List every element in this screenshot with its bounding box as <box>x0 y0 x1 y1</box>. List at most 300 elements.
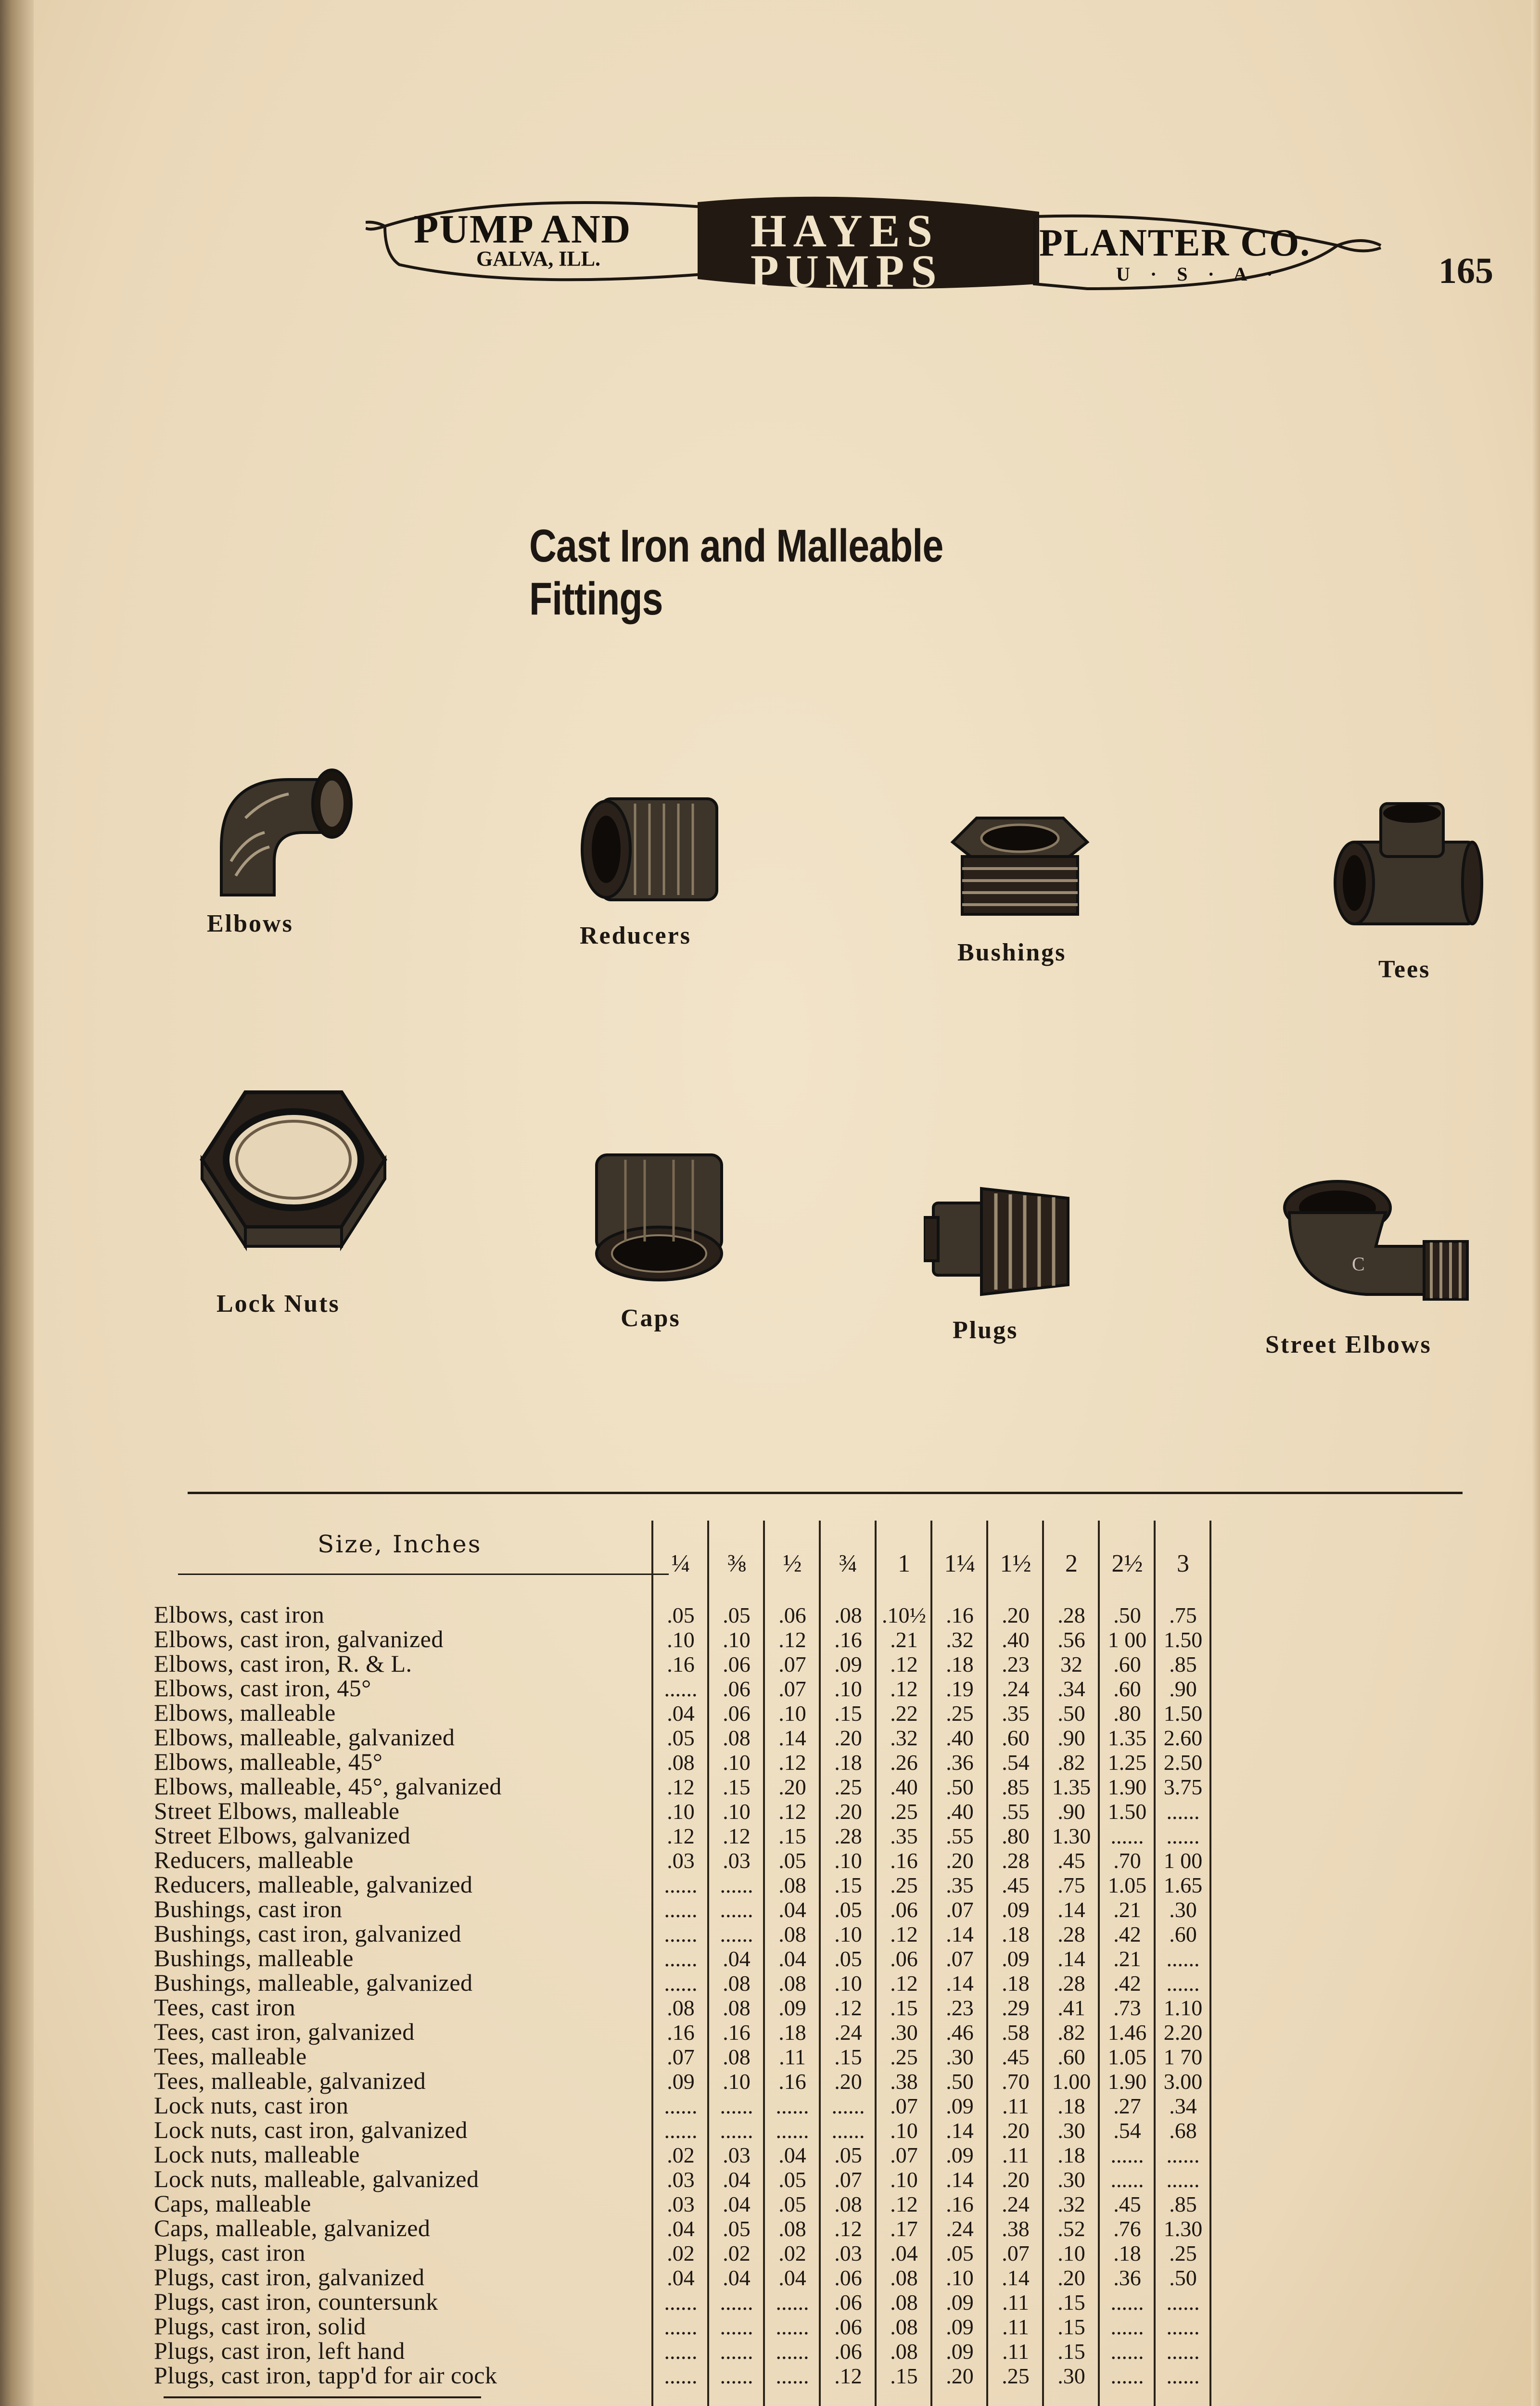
price-cell: ...... <box>776 2364 809 2388</box>
price-cell: 1.05 <box>1107 1873 1147 1897</box>
price-cell: .36 <box>1113 2265 1141 2290</box>
price-cell: .30 <box>946 2045 974 2069</box>
fitting-row-label: Tees, cast iron, galvanized <box>154 2018 415 2045</box>
price-cell: .25 <box>890 1873 918 1897</box>
price-cell: ...... <box>776 2290 809 2315</box>
price-cell: .11 <box>1002 2315 1029 2339</box>
fitting-label-bushings: Bushings <box>957 939 1067 966</box>
price-cell: .14 <box>946 1971 974 1996</box>
price-cell: .08 <box>834 2192 862 2216</box>
price-cell: .12 <box>834 2364 862 2388</box>
page-edge <box>1531 0 1540 2406</box>
price-cell: .15 <box>834 1873 862 1897</box>
size-column-header: ½ <box>783 1550 802 1577</box>
price-cell: .09 <box>1002 1946 1030 1971</box>
fitting-row-label: Bushings, cast iron <box>154 1895 343 1922</box>
price-cell: .15 <box>890 1996 918 2020</box>
price-cell: 1 00 <box>1107 1627 1147 1652</box>
price-cell: .15 <box>834 2045 862 2069</box>
price-cell: .30 <box>890 2020 918 2045</box>
price-cell: ...... <box>664 2118 698 2143</box>
price-cell: 1.50 <box>1107 1799 1147 1824</box>
price-cell: .18 <box>1002 1922 1030 1946</box>
price-cell: .04 <box>778 1897 806 1922</box>
price-cell: ...... <box>1166 1971 1200 1996</box>
price-table <box>154 1492 1463 2406</box>
banner-pump-and-text: PUMP AND <box>414 207 632 252</box>
price-cell: .40 <box>946 1799 974 1824</box>
price-cell: .73 <box>1113 1996 1141 2020</box>
price-cell: .35 <box>946 1873 974 1897</box>
price-cell: .50 <box>946 1775 974 1799</box>
price-cell: 1.90 <box>1107 2069 1147 2094</box>
plug-fitting-icon <box>924 1179 1082 1304</box>
fitting-row-label: Elbows, cast iron, R. & L. <box>154 1650 412 1677</box>
price-cell: .30 <box>1057 2364 1085 2388</box>
banner-usa-text: U · S · A · <box>1116 263 1281 285</box>
price-cell: .41 <box>1057 1996 1085 2020</box>
price-cell: .16 <box>667 1652 695 1677</box>
page-title: Cast Iron and Malleable Fittings <box>529 520 943 625</box>
price-cell: .05 <box>723 1603 751 1627</box>
price-cell: .80 <box>1002 1824 1030 1848</box>
price-cell: .18 <box>1002 1971 1030 1996</box>
price-cell: .08 <box>890 2290 918 2315</box>
size-column-header: ¾ <box>839 1550 858 1577</box>
price-cell: .12 <box>890 2192 918 2216</box>
price-cell: .05 <box>778 1848 806 1873</box>
price-cell: .06 <box>834 2339 862 2364</box>
price-cell: .04 <box>890 2241 918 2265</box>
price-cell: .18 <box>946 1652 974 1677</box>
price-cell: .04 <box>667 2216 695 2241</box>
price-cell: ...... <box>1166 1946 1200 1971</box>
price-cell: .70 <box>1113 1848 1141 1873</box>
price-cell: .06 <box>723 1701 751 1726</box>
price-cell: .40 <box>1002 1627 1030 1652</box>
price-cell: .17 <box>890 2216 918 2241</box>
price-cell: .20 <box>834 2069 862 2094</box>
fitting-row-label: Lock nuts, malleable, galvanized <box>154 2165 479 2192</box>
price-cell: .23 <box>946 1996 974 2020</box>
fitting-row-label: Plugs, cast iron, solid <box>154 2313 366 2340</box>
size-column-header: 2½ <box>1111 1550 1143 1577</box>
column-divider <box>1154 1521 1156 2406</box>
price-cell: .42 <box>1113 1922 1141 1946</box>
price-cell: .07 <box>1002 2241 1030 2265</box>
price-cell: ...... <box>664 1946 698 1971</box>
price-cell: ...... <box>1166 2143 1200 2167</box>
fitting-row-label: Elbows, malleable, 45°, galvanized <box>154 1773 502 1800</box>
price-cell: .75 <box>1057 1873 1085 1897</box>
price-cell: .16 <box>723 2020 751 2045</box>
price-cell: .54 <box>1113 2118 1141 2143</box>
price-cell: 1.50 <box>1163 1627 1203 1652</box>
fitting-row-label: Plugs, cast iron, galvanized <box>154 2264 425 2291</box>
price-cell: .40 <box>890 1775 918 1799</box>
fitting-row-label: Elbows, malleable <box>154 1699 336 1726</box>
price-cell: .10½ <box>882 1603 926 1627</box>
price-cell: ...... <box>720 1873 753 1897</box>
size-column-header: 1½ <box>1000 1550 1031 1577</box>
price-cell: .35 <box>890 1824 918 1848</box>
price-cell: ...... <box>1110 2364 1144 2388</box>
price-cell: .12 <box>778 1627 806 1652</box>
price-cell: ...... <box>831 2094 865 2118</box>
page-number: 165 <box>1438 251 1493 291</box>
price-cell: .09 <box>834 1652 862 1677</box>
price-cell: ...... <box>1110 2290 1144 2315</box>
price-cell: .08 <box>778 1971 806 1996</box>
price-cell: .16 <box>778 2069 806 2094</box>
column-divider <box>930 1521 932 2406</box>
fitting-row-label: Plugs, cast iron <box>154 2239 305 2266</box>
price-cell: .55 <box>1002 1799 1030 1824</box>
price-cell: .32 <box>946 1627 974 1652</box>
price-cell: .02 <box>667 2143 695 2167</box>
price-cell: 1 00 <box>1163 1848 1203 1873</box>
size-column-header: ¼ <box>671 1550 690 1577</box>
price-cell: .25 <box>1169 2241 1197 2265</box>
price-cell: .18 <box>1057 2094 1085 2118</box>
price-cell: .06 <box>890 1946 918 1971</box>
price-cell: .10 <box>834 1677 862 1701</box>
price-cell: .04 <box>778 1946 806 1971</box>
price-cell: .90 <box>1169 1677 1197 1701</box>
price-cell: .04 <box>667 1701 695 1726</box>
svg-text:C: C <box>1352 1253 1365 1275</box>
price-cell: .32 <box>1057 2192 1085 2216</box>
price-cell: .30 <box>1057 2167 1085 2192</box>
price-cell: 1.10 <box>1163 1996 1203 2020</box>
size-column-header: ⅜ <box>727 1550 746 1577</box>
price-cell: ...... <box>831 2118 865 2143</box>
price-cell: .35 <box>1002 1701 1030 1726</box>
price-cell: .38 <box>890 2069 918 2094</box>
price-cell: .06 <box>778 1603 806 1627</box>
price-cell: .55 <box>946 1824 974 1848</box>
price-cell: .28 <box>1057 1971 1085 1996</box>
fitting-label-tees: Tees <box>1378 956 1431 983</box>
price-cell: ...... <box>1110 2315 1144 2339</box>
price-cell: .42 <box>1113 1971 1141 1996</box>
price-cell: .26 <box>890 1750 918 1775</box>
price-cell: .14 <box>1057 1897 1085 1922</box>
price-cell: .08 <box>667 1750 695 1775</box>
price-cell: .28 <box>1057 1922 1085 1946</box>
price-cell: .21 <box>890 1627 918 1652</box>
price-cell: .05 <box>667 1726 695 1750</box>
price-cell: ...... <box>664 1873 698 1897</box>
column-divider <box>819 1521 821 2406</box>
price-cell: .04 <box>723 2167 751 2192</box>
fitting-row-label: Elbows, malleable, 45° <box>154 1748 383 1775</box>
price-cell: .14 <box>946 1922 974 1946</box>
price-cell: 3.00 <box>1163 2069 1203 2094</box>
price-cell: .24 <box>834 2020 862 2045</box>
price-cell: .90 <box>1057 1726 1085 1750</box>
column-divider <box>875 1521 877 2406</box>
price-cell: .09 <box>946 2290 974 2315</box>
price-cell: .18 <box>1113 2241 1141 2265</box>
price-cell: .09 <box>667 2069 695 2094</box>
column-divider <box>986 1521 988 2406</box>
price-cell: .15 <box>834 1701 862 1726</box>
price-cell: .09 <box>778 1996 806 2020</box>
table-bottom-rule-left <box>164 2396 481 2398</box>
price-cell: .68 <box>1169 2118 1197 2143</box>
price-cell: .14 <box>778 1726 806 1750</box>
fitting-row-label: Plugs, cast iron, tapp'd for air cock <box>154 2362 497 2389</box>
price-cell: .08 <box>723 1726 751 1750</box>
price-cell: .03 <box>723 2143 751 2167</box>
price-cell: .21 <box>1113 1897 1141 1922</box>
fitting-row-label: Tees, malleable, galvanized <box>154 2067 426 2094</box>
price-cell: ...... <box>720 2118 753 2143</box>
price-cell: .85 <box>1169 1652 1197 1677</box>
price-cell: .15 <box>1057 2339 1085 2364</box>
price-cell: ...... <box>720 2290 753 2315</box>
price-cell: .45 <box>1057 1848 1085 1873</box>
price-cell: .03 <box>834 2241 862 2265</box>
bushing-fitting-icon <box>943 808 1097 924</box>
price-cell: ...... <box>776 2315 809 2339</box>
price-cell: .07 <box>890 2143 918 2167</box>
fitting-row-label: Tees, malleable <box>154 2043 307 2070</box>
column-divider <box>651 1521 653 2406</box>
price-cell: 1.46 <box>1107 2020 1147 2045</box>
price-cell: 3.75 <box>1163 1775 1203 1799</box>
fitting-row-label: Tees, cast iron <box>154 1994 296 2021</box>
column-divider <box>763 1521 765 2406</box>
company-banner <box>366 192 1386 303</box>
price-cell: .60 <box>1002 1726 1030 1750</box>
price-cell: .10 <box>890 2167 918 2192</box>
price-cell: ...... <box>720 1922 753 1946</box>
price-cell: .12 <box>890 1922 918 1946</box>
fitting-row-label: Caps, malleable, galvanized <box>154 2214 431 2241</box>
price-cell: .07 <box>667 2045 695 2069</box>
price-cell: .05 <box>834 1946 862 1971</box>
fitting-row-label: Plugs, cast iron, countersunk <box>154 2288 438 2315</box>
book-binding-shadow <box>0 0 34 2406</box>
price-cell: ...... <box>1110 1824 1144 1848</box>
price-cell: ...... <box>1166 1799 1200 1824</box>
price-cell: .05 <box>946 2241 974 2265</box>
price-cell: ...... <box>1110 2143 1144 2167</box>
price-cell: .05 <box>834 1897 862 1922</box>
price-cell: .40 <box>946 1726 974 1750</box>
price-cell: .18 <box>778 2020 806 2045</box>
price-cell: .08 <box>723 1996 751 2020</box>
price-cell: .02 <box>723 2241 751 2265</box>
price-cell: .07 <box>946 1946 974 1971</box>
price-cell: .10 <box>667 1799 695 1824</box>
price-cell: .12 <box>778 1750 806 1775</box>
fitting-row-label: Reducers, malleable, galvanized <box>154 1871 473 1898</box>
price-cell: .04 <box>667 2265 695 2290</box>
fitting-row-label: Bushings, malleable <box>154 1945 354 1971</box>
price-cell: .90 <box>1057 1799 1085 1824</box>
fitting-label-reducers: Reducers <box>580 922 691 949</box>
price-cell: .10 <box>667 1627 695 1652</box>
tee-fitting-icon <box>1328 799 1487 943</box>
price-cell: 1.35 <box>1107 1726 1147 1750</box>
price-cell: .05 <box>778 2167 806 2192</box>
price-cell: .07 <box>778 1652 806 1677</box>
price-cell: .76 <box>1113 2216 1141 2241</box>
price-cell: .10 <box>946 2265 974 2290</box>
price-cell: .25 <box>834 1775 862 1799</box>
price-cell: .09 <box>1002 1897 1030 1922</box>
price-cell: ...... <box>720 2315 753 2339</box>
price-cell: .18 <box>834 1750 862 1775</box>
price-cell: .20 <box>946 1848 974 1873</box>
size-column-header: 1¼ <box>944 1550 976 1577</box>
price-cell: .07 <box>778 1677 806 1701</box>
price-cell: .75 <box>1169 1603 1197 1627</box>
price-cell: .06 <box>834 2315 862 2339</box>
price-cell: .08 <box>778 1922 806 1946</box>
cap-fitting-icon <box>582 1145 736 1285</box>
price-cell: .09 <box>946 2143 974 2167</box>
price-cell: .16 <box>946 2192 974 2216</box>
price-cell: ...... <box>1166 1824 1200 1848</box>
price-cell: .05 <box>667 1603 695 1627</box>
price-cell: .04 <box>723 1946 751 1971</box>
price-cell: .15 <box>723 1775 751 1799</box>
price-cell: ...... <box>776 2339 809 2364</box>
price-cell: 1.30 <box>1052 1824 1091 1848</box>
price-cell: .18 <box>1057 2143 1085 2167</box>
price-cell: .29 <box>1002 1996 1030 2020</box>
price-cell: .05 <box>723 2216 751 2241</box>
price-cell: .60 <box>1169 1922 1197 1946</box>
size-column-header: 3 <box>1177 1550 1189 1577</box>
banner-planter-text: PLANTER CO. <box>1039 222 1311 264</box>
price-cell: .20 <box>946 2364 974 2388</box>
fitting-row-label: Elbows, cast iron, galvanized <box>154 1625 444 1652</box>
price-cell: ...... <box>664 2315 698 2339</box>
price-cell: ...... <box>720 1897 753 1922</box>
price-cell: ...... <box>720 2094 753 2118</box>
fitting-row-label: Bushings, cast iron, galvanized <box>154 1920 461 1947</box>
fitting-row-label: Elbows, cast iron, 45° <box>154 1675 371 1702</box>
price-cell: .10 <box>834 1922 862 1946</box>
price-cell: .21 <box>1113 1946 1141 1971</box>
price-cell: .07 <box>890 2094 918 2118</box>
price-cell: .14 <box>1057 1946 1085 1971</box>
price-cell: .08 <box>723 1971 751 1996</box>
price-cell: .07 <box>946 1897 974 1922</box>
price-cell: 1.00 <box>1052 2069 1091 2094</box>
fitting-row-label: Street Elbows, malleable <box>154 1797 400 1824</box>
fitting-row-label: Lock nuts, cast iron <box>154 2092 349 2119</box>
price-cell: ...... <box>776 2094 809 2118</box>
price-cell: .20 <box>1057 2265 1085 2290</box>
price-cell: .34 <box>1057 1677 1085 1701</box>
price-cell: .30 <box>1057 2118 1085 2143</box>
price-cell: .11 <box>779 2045 806 2069</box>
price-cell: .22 <box>890 1701 918 1726</box>
price-cell: .15 <box>890 2364 918 2388</box>
fitting-row-label: Caps, malleable <box>154 2190 311 2217</box>
price-cell: .50 <box>1169 2265 1197 2290</box>
price-cell: .46 <box>946 2020 974 2045</box>
price-cell: .14 <box>1002 2265 1030 2290</box>
price-cell: 1.90 <box>1107 1775 1147 1799</box>
price-cell: .06 <box>890 1897 918 1922</box>
fitting-row-label: Street Elbows, galvanized <box>154 1822 411 1849</box>
price-cell: .16 <box>890 1848 918 1873</box>
column-divider <box>1042 1521 1044 2406</box>
size-heading: Size, Inches <box>318 1530 482 1558</box>
price-cell: ...... <box>1166 2290 1200 2315</box>
fitting-label-caps: Caps <box>621 1305 681 1332</box>
price-cell: .28 <box>834 1824 862 1848</box>
price-cell: .12 <box>667 1775 695 1799</box>
price-cell: .80 <box>1113 1701 1141 1726</box>
price-cell: .04 <box>723 2265 751 2290</box>
price-cell: ...... <box>664 2290 698 2315</box>
price-cell: .19 <box>946 1677 974 1701</box>
price-cell: .82 <box>1057 2020 1085 2045</box>
price-cell: ...... <box>664 1897 698 1922</box>
price-cell: .16 <box>834 1627 862 1652</box>
price-cell: .03 <box>667 1848 695 1873</box>
price-cell: 1.30 <box>1163 2216 1203 2241</box>
price-cell: .16 <box>946 1603 974 1627</box>
price-cell: ...... <box>664 1971 698 1996</box>
price-cell: .09 <box>946 2315 974 2339</box>
banner-location-text: GALVA, ILL. <box>476 247 601 270</box>
price-cell: .24 <box>1002 1677 1030 1701</box>
price-cell: .34 <box>1169 2094 1197 2118</box>
price-cell: .52 <box>1057 2216 1085 2241</box>
price-cell: .20 <box>1002 2167 1030 2192</box>
price-cell: 1.25 <box>1107 1750 1147 1775</box>
price-cell: .12 <box>834 1996 862 2020</box>
table-top-rule <box>188 1492 1463 1494</box>
price-cell: .30 <box>1169 1897 1197 1922</box>
price-cell: .09 <box>946 2094 974 2118</box>
price-cell: .11 <box>1002 2094 1029 2118</box>
price-cell: .50 <box>1113 1603 1141 1627</box>
price-cell: ...... <box>776 2118 809 2143</box>
fitting-row-label: Plugs, cast iron, left hand <box>154 2337 405 2364</box>
column-divider <box>1209 1521 1211 2406</box>
fitting-label-elbows: Elbows <box>207 910 293 937</box>
price-cell: .12 <box>723 1824 751 1848</box>
price-cell: .04 <box>778 2265 806 2290</box>
price-cell: .85 <box>1002 1775 1030 1799</box>
price-cell: .25 <box>946 1701 974 1726</box>
price-cell: .12 <box>778 1799 806 1824</box>
price-cell: .11 <box>1002 2143 1029 2167</box>
price-cell: .12 <box>834 2216 862 2241</box>
price-cell: 2.60 <box>1163 1726 1203 1750</box>
price-cell: 2.50 <box>1163 1750 1203 1775</box>
price-cell: ...... <box>720 2339 753 2364</box>
price-cell: .54 <box>1002 1750 1030 1775</box>
table-header-rule <box>178 1574 669 1575</box>
price-cell: 2.20 <box>1163 2020 1203 2045</box>
price-cell: .15 <box>1057 2315 1085 2339</box>
price-cell: .08 <box>667 1996 695 2020</box>
street-elbow-icon <box>1280 1174 1472 1318</box>
price-cell: .15 <box>778 1824 806 1848</box>
price-cell: .82 <box>1057 1750 1085 1775</box>
